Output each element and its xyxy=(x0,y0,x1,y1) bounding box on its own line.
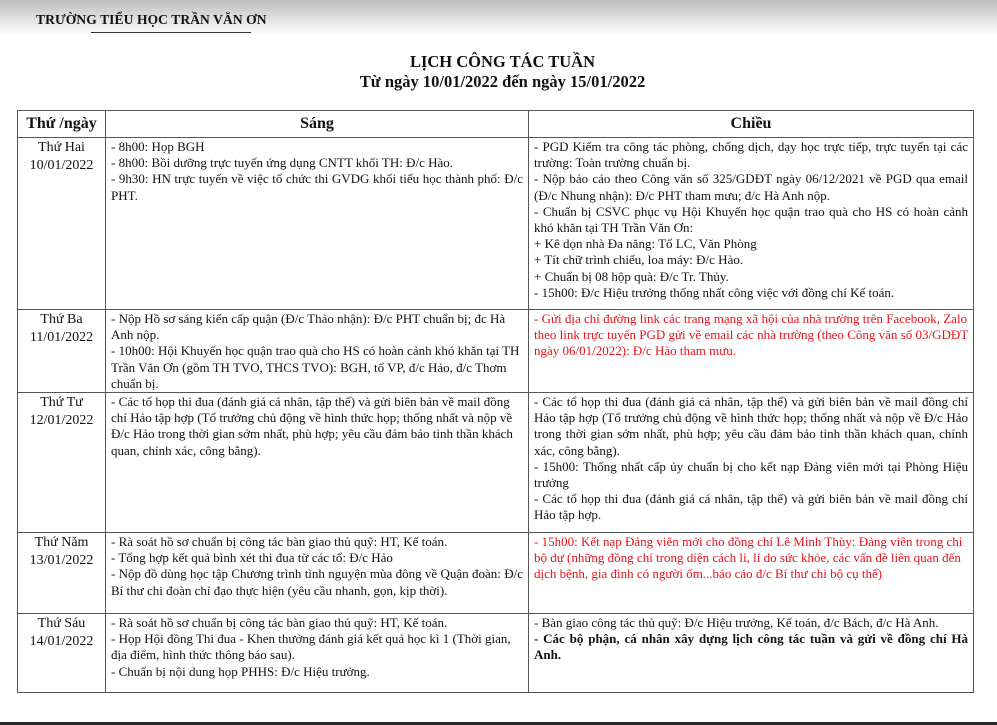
column-header-afternoon: Chiều xyxy=(529,111,974,138)
morning-cell xyxy=(106,393,529,533)
table-row xyxy=(18,533,974,614)
schedule-item: - PGD Kiểm tra công tác phòng, chống dịch, dạy học trực tiếp, trực tuyến tại các trường: Toàn trường chuẩn bị. xyxy=(534,139,968,171)
table-row xyxy=(18,393,974,533)
schedule-item: - Họp Hội đồng Thi đua - Khen thưởng đánh giá kết quả học kì 1 (Thời gian, địa điểm, hình thức thông báo sau). xyxy=(111,631,511,663)
schedule-item-highlighted: - Gửi địa chỉ đường link các trang mạng xã hội của nhà trường trên Facebook, Zalo theo link trực tuyến PGD gửi về email các nhà trường (theo Công văn số 03/GDĐT ngày 06/01/2022): Đ/c Hào tham mưu. xyxy=(534,311,968,359)
day-name: Thứ Hai xyxy=(38,140,85,155)
weekly-schedule-table xyxy=(17,110,974,693)
day-date: 13/01/2022 xyxy=(29,553,94,569)
afternoon-cell xyxy=(529,533,974,614)
afternoon-cell xyxy=(529,614,974,693)
schedule-item: - 8h00: Bồi dưỡng trực tuyến ứng dụng CNTT khối TH: Đ/c Hào. xyxy=(111,155,454,171)
day-cell xyxy=(18,138,106,310)
table-header-row xyxy=(18,111,974,138)
schedule-item: - Các tổ họp thi đua (đánh giá cá nhân, tập thể) và gửi biên bản về mail đồng chí Hảo tập hợp. xyxy=(534,491,968,523)
day-name: Thứ Sáu xyxy=(37,616,86,632)
schedule-subitem: + Tít chữ trình chiếu, loa máy: Đ/c Hào. xyxy=(534,252,744,268)
morning-cell xyxy=(106,614,529,693)
schedule-item: - Chuẩn bị nội dung họp PHHS: Đ/c Hiệu trưởng. xyxy=(111,663,370,679)
date-range-subtitle: Từ ngày 10/01/2022 đến ngày 15/01/2022 xyxy=(359,72,646,91)
column-header-morning: Sáng xyxy=(106,111,529,138)
schedule-item: - 15h00: Thống nhất cấp ủy chuẩn bị cho kết nạp Đảng viên mới tại Phòng Hiệu trưởng xyxy=(534,458,968,491)
morning-cell xyxy=(106,138,529,310)
schedule-item: - Tổng hợp kết quả bình xét thi đua từ các tổ: Đ/c Hảo xyxy=(111,550,393,566)
schedule-item-highlighted: - 15h00: Kết nạp Đảng viên mới cho đồng chí Lê Minh Thùy: Đảng viên trong chi bộ dự (những đồng chí trong diện cách li, lí do sức khỏe, các vấn đề liên quan đến dịch bệnh, gia đình có người ốm...báo cáo đ/c Bí thư chi bộ cụ thể) xyxy=(534,534,963,582)
schedule-item-bold: - Các bộ phận, cá nhân xây dựng lịch công tác tuần và gửi về đồng chí Hà Anh. xyxy=(534,631,968,663)
day-cell xyxy=(18,393,106,533)
day-name: Thứ Ba xyxy=(40,312,83,327)
day-date: 14/01/2022 xyxy=(29,634,94,650)
afternoon-cell xyxy=(529,310,974,393)
day-date: 12/01/2022 xyxy=(29,413,94,429)
day-cell xyxy=(18,614,106,693)
column-header-day: Thứ /ngày xyxy=(18,111,106,138)
schedule-item: - 8h00: Họp BGH xyxy=(111,139,205,154)
day-name: Thứ Năm xyxy=(34,535,89,551)
schedule-item: - Nộp Hồ sơ sáng kiến cấp quận (Đ/c Thảo nhận): Đ/c PHT chuẩn bị; đc Hà Anh nộp. xyxy=(111,311,506,343)
schedule-item: - Bàn giao công tác thủ quỹ: Đ/c Hiệu trưởng, Kế toán, đ/c Bách, đ/c Hà Anh. xyxy=(534,615,939,631)
schedule-item: - Nộp báo cáo theo Công văn số 325/GDĐT ngày 06/12/2021 về PGD qua email (Đ/c Nhung nhận): Đ/c PHT tham mưu; đ/c Hà Anh nộp. xyxy=(534,171,968,203)
afternoon-cell xyxy=(529,393,974,533)
schedule-item: - Rà soát hồ sơ chuẩn bị công tác bàn giao thủ quỹ: HT, Kế toán. xyxy=(111,615,448,631)
table-row xyxy=(18,614,974,693)
day-cell xyxy=(18,533,106,614)
schedule-item: - Chuẩn bị CSVC phục vụ Hội Khuyến học quận trao quà cho HS có hoàn cảnh khó khăn tại TH Trần Văn Ơn: xyxy=(534,203,968,236)
schedule-item: - 15h00: Đ/c Hiệu trưởng thống nhất công việc với đồng chí Kế toán. xyxy=(534,284,895,300)
morning-cell xyxy=(106,533,529,614)
morning-cell xyxy=(106,310,529,393)
day-date: 11/01/2022 xyxy=(29,330,94,345)
table-row xyxy=(18,310,974,393)
page-title: LỊCH CÔNG TÁC TUẦN xyxy=(409,52,596,71)
day-date: 10/01/2022 xyxy=(29,158,94,173)
day-cell xyxy=(18,310,106,393)
schedule-item: - 9h30: HN trực tuyến về việc tổ chức thi GVDG khối tiểu học thành phố: Đ/c PHT. xyxy=(111,171,523,203)
table-row xyxy=(18,138,974,310)
schedule-item: - Các tổ họp thi đua (đánh giá cá nhân, tập thể) và gửi biên bản về mail đồng chí Hảo tập hợp (Tổ trưởng chủ động về hình thức họp; thống nhất và nộp về Đ/c Hảo trong thời gian sớm nhất, phù hợp; yêu cầu đảm bảo tinh thần khách quan, chính xác, công bằng). xyxy=(111,394,513,458)
school-name-underline xyxy=(91,32,251,33)
schedule-item: - Các tổ họp thi đua (đánh giá cá nhân, tập thể) và gửi biên bản về mail đồng chí Hảo tập hợp (Tổ trưởng chủ động về hình thức họp; thống nhất và nộp về Đ/c Hảo trong thời gian sớm nhất, phù hợp; yêu cầu đảm bảo tinh thần khách quan, chính xác, công bằng). xyxy=(534,394,968,458)
schedule-item: - Rà soát hồ sơ chuẩn bị công tác bàn giao thủ quỹ: HT, Kế toán. xyxy=(111,534,448,550)
schedule-subitem: + Kê dọn nhà Đa năng: Tổ LC, Văn Phòng xyxy=(534,236,757,252)
day-name: Thứ Tư xyxy=(40,395,83,411)
schedule-subitem: + Chuẩn bị 08 hộp quà: Đ/c Tr. Thủy. xyxy=(534,268,729,284)
schedule-item: - Nộp đồ dùng học tập Chương trình tình nguyện mùa đông về Quận đoàn: Đ/c Bí thư chi đoàn chỉ đạo thực hiện (yêu cầu nhanh, gọn, kịp thời). xyxy=(111,566,523,598)
school-name: TRƯỜNG TIỂU HỌC TRẦN VĂN ƠN xyxy=(36,12,267,27)
title-block xyxy=(0,52,997,92)
afternoon-cell xyxy=(529,138,974,310)
schedule-item: - 10h00: Hội Khuyến học quận trao quà cho HS có hoàn cảnh khó khăn tại TH Trần Văn Ơn (gồm TH TVO, THCS TVO): BGH, tổ VP, đ/c Hảo, đ/c Thơm chuẩn bị. xyxy=(111,343,520,391)
